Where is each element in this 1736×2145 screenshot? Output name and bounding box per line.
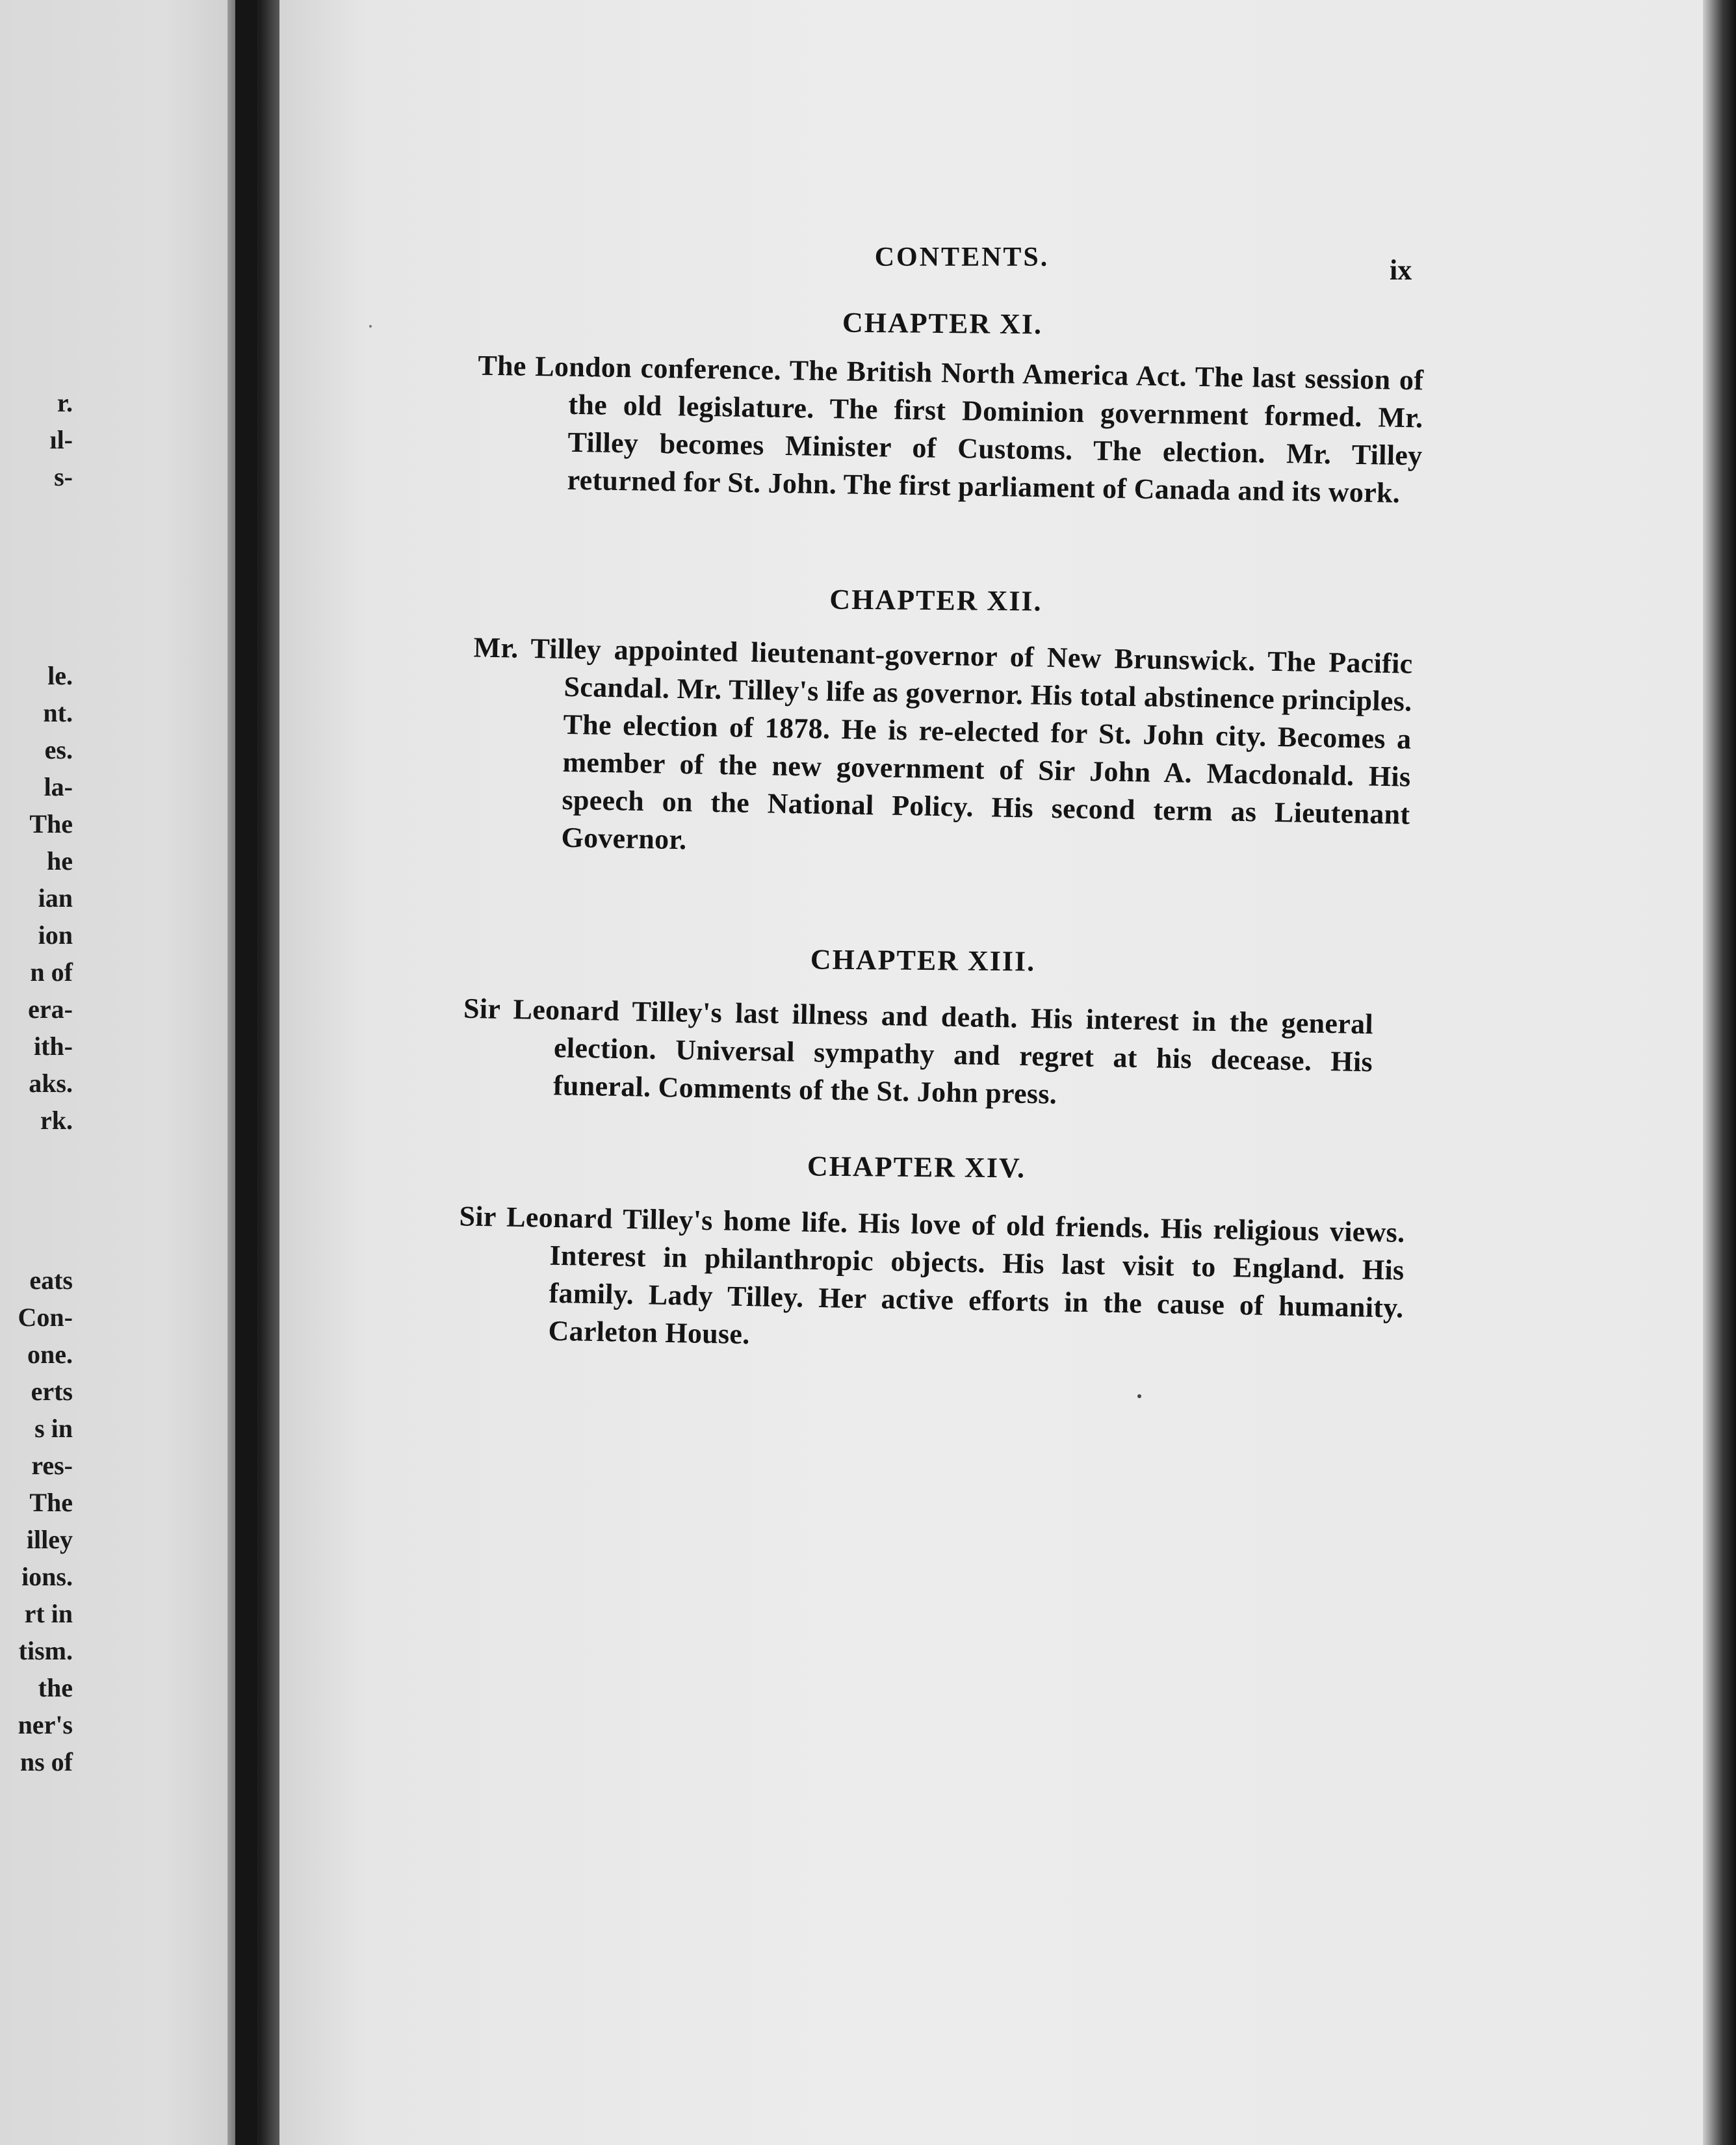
left-page-fragment: erts <box>31 1377 73 1406</box>
left-page-fragment: Con- <box>18 1303 73 1332</box>
left-page-fragment: n of <box>30 957 73 987</box>
left-page-fragment: tism. <box>18 1636 73 1665</box>
page-edge-shadow <box>1703 0 1736 2145</box>
chapter-heading: CHAPTER XII. <box>829 583 1043 618</box>
left-page-fragment: rk. <box>40 1106 73 1135</box>
chapter-summary <box>476 347 1423 513</box>
left-page-fragment: era- <box>28 994 73 1024</box>
left-page-fragment: aks. <box>29 1069 73 1098</box>
left-page-fragment: ner's <box>18 1710 73 1739</box>
chapter-summary-text: Mr. Tilley appointed lieutenant-governor of New Brunswick. The Pacific Scandal. Mr. Tilley's life as governor. His total abstinence principles. The election of 1878. He is re-elected for St. John city. Becomes a member of the new government of Sir John A. Macdonald. His speech on the National Policy. His second term as Lieutenant Governor. <box>473 631 1413 856</box>
left-page-fragment: rt in <box>24 1599 73 1628</box>
left-page-fragment: eats <box>29 1266 73 1295</box>
gutter-line <box>235 0 257 2145</box>
left-page-fragment: s- <box>54 462 73 491</box>
left-page-fragment: le. <box>47 661 73 690</box>
left-page-fragment: illey <box>26 1525 73 1554</box>
left-page-fragment: r. <box>57 388 73 417</box>
left-page-fragment: The <box>29 809 73 838</box>
left-page-fragment: ns of <box>19 1747 73 1776</box>
chapter-summary <box>470 629 1413 871</box>
chapter-heading: CHAPTER XI. <box>842 306 1043 341</box>
left-page-fragment: ions. <box>21 1562 73 1591</box>
chapter-summary <box>457 1197 1405 1364</box>
left-page-fragment: ian <box>38 883 73 913</box>
left-page-fragment: res- <box>31 1451 73 1480</box>
chapter-heading: CHAPTER XIV. <box>807 1150 1026 1184</box>
left-page-fragment: ıl- <box>49 425 73 454</box>
left-page-fragment: nt. <box>43 698 73 727</box>
left-page-fragment: The <box>29 1488 73 1517</box>
ink-speck <box>1137 1394 1141 1398</box>
chapter-summary-text: The London conference. The British North America Act. The last session of the old legislature. The first Dominion government formed. Mr. Tilley becomes Minister of Customs. The election. Mr. Tilley returned for St. John. The first parliament of Canada and its work. <box>478 349 1424 509</box>
chapter-summary-text: Sir Leonard Tilley's home life. His love of old friends. His religious views. Interest in philanthropic objects. His last visit to England. His family. Lady Tilley. Her active efforts in the cause of humanity. Carleton House. <box>459 1200 1405 1351</box>
chapter-summary-text: Sir Leonard Tilley's last illness and death. His interest in the general election. Universal sympathy and regret at his decease. His funeral. Comments of the St. John press. <box>463 992 1374 1110</box>
left-page-fragment: one. <box>27 1340 73 1369</box>
chapter-summary <box>462 990 1374 1119</box>
left-page-fragment: ion <box>38 920 73 950</box>
chapter-heading: CHAPTER XIII. <box>810 943 1036 978</box>
left-page-fragment: la- <box>44 772 73 801</box>
running-head: CONTENTS. <box>874 242 1050 272</box>
left-page-fragment: es. <box>44 735 73 764</box>
previous-page-strip <box>0 0 235 2145</box>
left-page-fragment: the <box>38 1673 73 1702</box>
left-page-fragment: s in <box>34 1414 73 1443</box>
page-number: ix <box>1390 254 1412 286</box>
ink-speck <box>369 325 372 328</box>
left-page-fragment: he <box>47 846 73 876</box>
left-page-fragment: ith- <box>34 1032 73 1061</box>
